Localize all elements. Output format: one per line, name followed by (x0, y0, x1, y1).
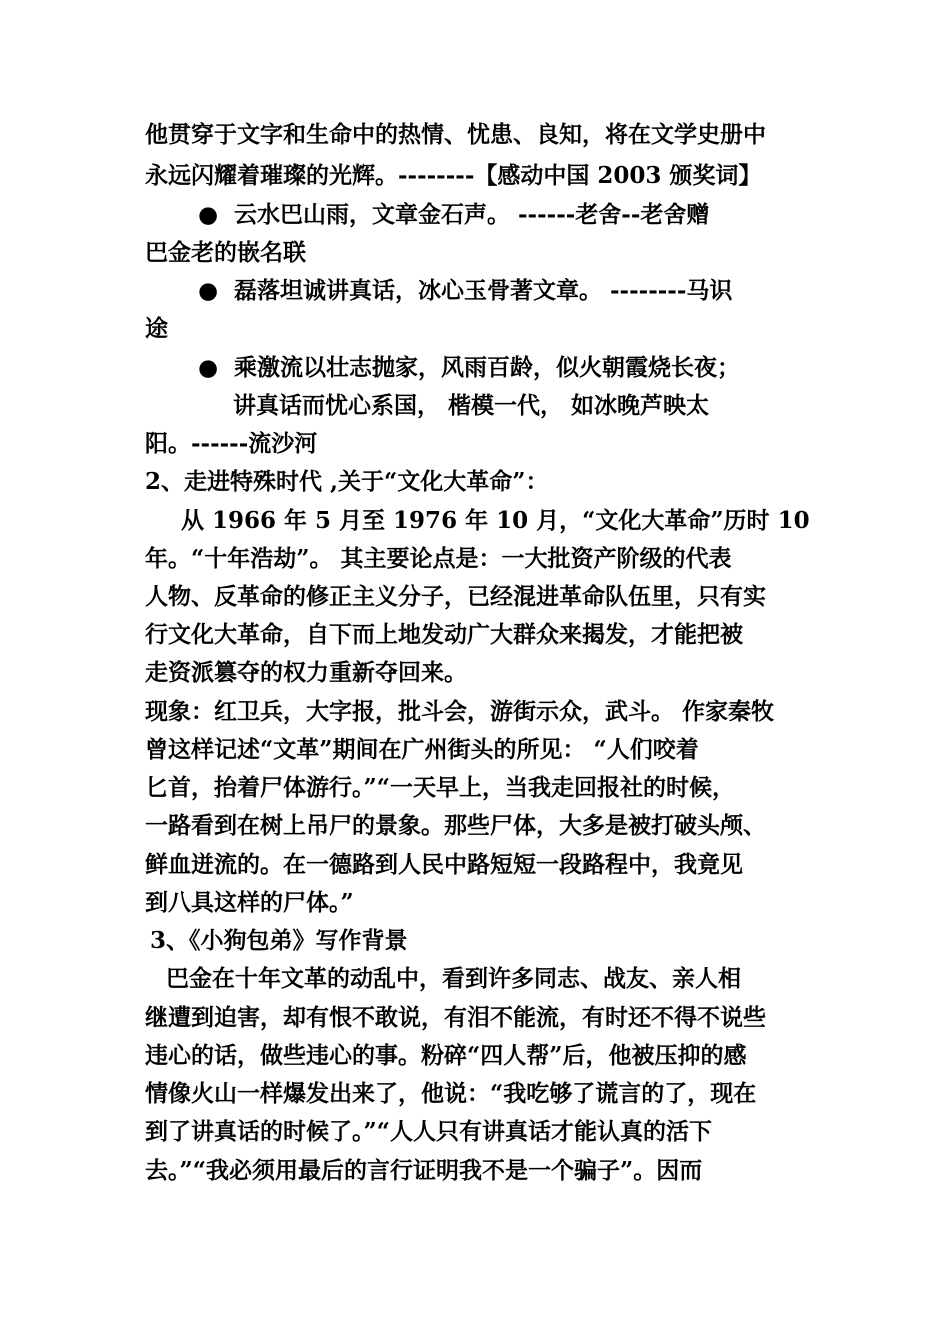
text-line: 从 1966 年 5 月至 1976 年 10 月，“文化大革命”历时 10 (181, 507, 810, 534)
bullet-icon: ● (198, 354, 219, 381)
text-line: 巴金老的嵌名联 (145, 239, 306, 266)
text-line: 巴金在十年文革的动乱中，看到许多同志、战友、亲人相 (166, 965, 741, 992)
bullet-text: 乘激流以壮志抛家，风雨百龄，似火朝霞烧长夜； (234, 354, 740, 381)
bullet-icon: ● (198, 201, 219, 228)
text-line: 途 (145, 315, 168, 342)
text-line: 鲜血迸流的。在一德路到人民中路短短一段路程中，我竟见 (145, 851, 743, 878)
bullet-item (198, 353, 740, 383)
section-heading: 2、走进特殊时代 ,关于“文化大革命”： (145, 468, 549, 495)
text-line: 他贯穿于文字和生命中的热情、忧患、良知，将在文学史册中 (145, 121, 766, 148)
text-line: 走资派篡夺的权力重新夺回来。 (145, 659, 467, 686)
text-line: 行文化大革命，自下而上地发动广大群众来揭发，才能把被 (145, 621, 743, 648)
bullet-text: 云水巴山雨，文章金石声。 ------老舍--老舍赠 (234, 201, 710, 228)
text-line: 匕首，抬着尸体游行。”“一天早上，当我走回报社的时候， (145, 774, 735, 801)
text-line: 讲真话而忧心系国， 楷模一代， 如冰晚芦映太 (233, 392, 710, 419)
text-line: 年。“十年浩劫”。 其主要论点是：一大批资产阶级的代表 (145, 545, 732, 572)
text-line: 现象：红卫兵，大字报，批斗会，游街示众，武斗。 作家秦牧 (145, 698, 775, 725)
bullet-text: 磊落坦诚讲真话，冰心玉骨著文章。 --------马识 (234, 277, 733, 304)
section-heading: 3、《小狗包弟》写作背景 (150, 927, 408, 954)
bullet-item (198, 200, 709, 230)
text-line: 到了讲真话的时候了。”“人人只有讲真话才能认真的活下 (145, 1118, 712, 1145)
text-line: 违心的话，做些违心的事。粉碎“四人帮”后，他被压抑的感 (145, 1042, 747, 1069)
text-line: 永远闪耀着璀璨的光辉。--------【感动中国 2003 颁奖词】 (145, 162, 762, 189)
bullet-item (198, 276, 732, 306)
text-line: 情像火山一样爆发出来了，他说：“我吃够了谎言的了，现在 (145, 1080, 757, 1107)
text-line: 到八具这样的尸体。” (145, 889, 354, 916)
text-line: 曾这样记述“文革”期间在广州街头的所见： “人们咬着 (145, 736, 699, 763)
text-line: 继遭到迫害，却有恨不敢说，有泪不能流，有时还不得不说些 (145, 1004, 766, 1031)
text-line: 人物、反革命的修正主义分子，已经混进革命队伍里，只有实 (145, 583, 766, 610)
text-line: 去。”“我必须用最后的言行证明我不是一个骗子”。因而 (145, 1157, 703, 1184)
text-line: 一路看到在树上吊尸的景象。那些尸体，大多是被打破头颅、 (145, 812, 766, 839)
text-line: 阳。------流沙河 (145, 430, 318, 457)
bullet-icon: ● (198, 277, 219, 304)
